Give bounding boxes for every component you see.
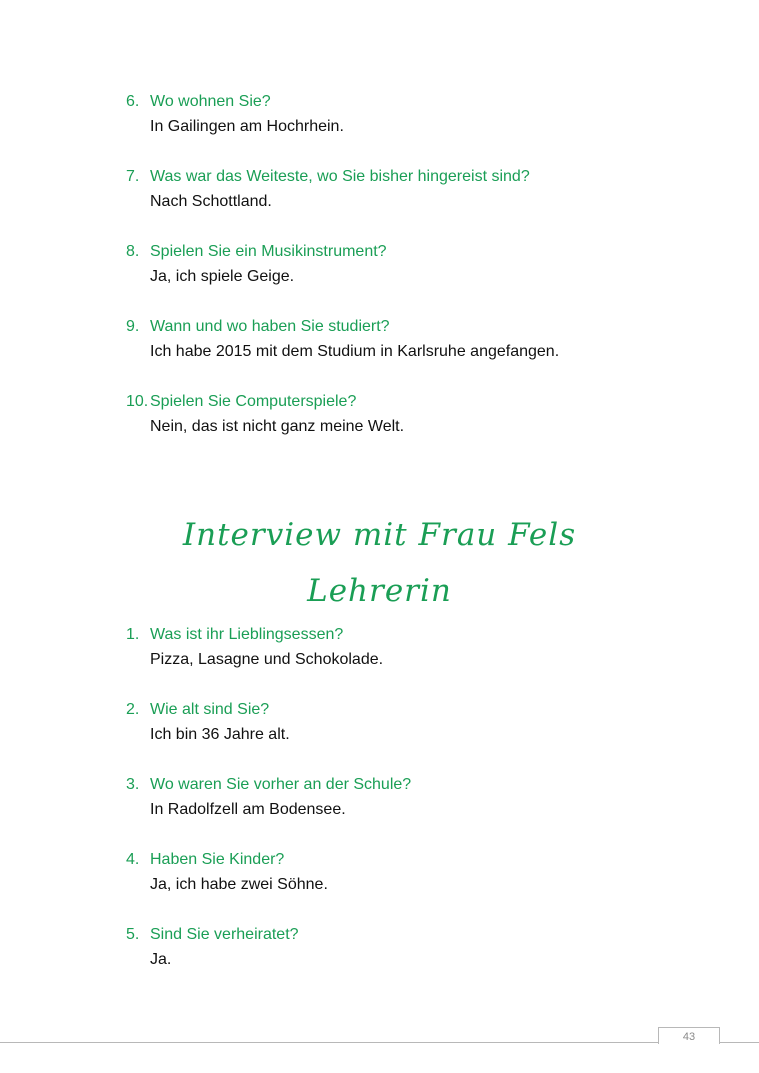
interview-subtitle: Lehrerin — [307, 573, 452, 609]
question — [126, 317, 726, 337]
answer-text: Ja, ich spiele Geige. — [150, 268, 295, 285]
question — [126, 850, 726, 870]
qa-item — [126, 700, 726, 745]
question — [126, 925, 726, 945]
answer-text: Pizza, Lasagne und Schokolade. — [150, 651, 384, 668]
question-number: 10. — [126, 393, 149, 410]
question-number: 9. — [126, 318, 140, 335]
answer-text: In Radolfzell am Bodensee. — [150, 801, 346, 818]
question-text: Spielen Sie ein Musikinstrument? — [150, 243, 387, 260]
qa-item — [126, 92, 726, 137]
question — [126, 775, 726, 795]
question-text: Wo wohnen Sie? — [150, 93, 271, 110]
question-text: Sind Sie verheiratet? — [150, 926, 299, 943]
qa-item — [126, 317, 726, 362]
question — [126, 700, 726, 720]
question-number: 7. — [126, 168, 140, 185]
qa-item — [126, 167, 726, 212]
qa-item — [126, 625, 726, 670]
page-number: 43 — [658, 1027, 720, 1044]
question-number: 2. — [126, 701, 140, 718]
question-number: 4. — [126, 851, 140, 868]
answer-text: Nach Schottland. — [150, 193, 272, 210]
answer-text: Ich bin 36 Jahre alt. — [150, 726, 290, 743]
answer-text: Ja, ich habe zwei Söhne. — [150, 876, 328, 893]
question-text: Haben Sie Kinder? — [150, 851, 285, 868]
question-text: Wann und wo haben Sie studiert? — [150, 318, 390, 335]
question — [126, 625, 726, 645]
question-text: Was war das Weiteste, wo Sie bisher hingereist sind? — [150, 168, 530, 185]
qa-item — [126, 850, 726, 895]
question-text: Spielen Sie Computerspiele? — [150, 393, 357, 410]
answer-text: In Gailingen am Hochrhein. — [150, 118, 344, 135]
qa-item — [126, 775, 726, 820]
interview-title: Interview mit Frau Fels — [182, 517, 577, 553]
qa-item — [126, 242, 726, 287]
question-number: 5. — [126, 926, 140, 943]
answer-text: Nein, das ist nicht ganz meine Welt. — [150, 418, 405, 435]
footer-divider — [0, 1042, 759, 1043]
question-text: Wie alt sind Sie? — [150, 701, 270, 718]
qa-item — [126, 392, 726, 437]
question — [126, 392, 726, 412]
question-number: 8. — [126, 243, 140, 260]
question — [126, 92, 726, 112]
qa-item — [126, 925, 726, 970]
question-text: Wo waren Sie vorher an der Schule? — [150, 776, 412, 793]
question — [126, 167, 726, 187]
question-number: 1. — [126, 626, 140, 643]
question-number: 3. — [126, 776, 140, 793]
question-number: 6. — [126, 93, 140, 110]
question — [126, 242, 726, 262]
answer-text: Ja. — [150, 951, 172, 968]
question-text: Was ist ihr Lieblingsessen? — [150, 626, 344, 643]
answer-text: Ich habe 2015 mit dem Studium in Karlsruhe angefangen. — [150, 343, 560, 360]
